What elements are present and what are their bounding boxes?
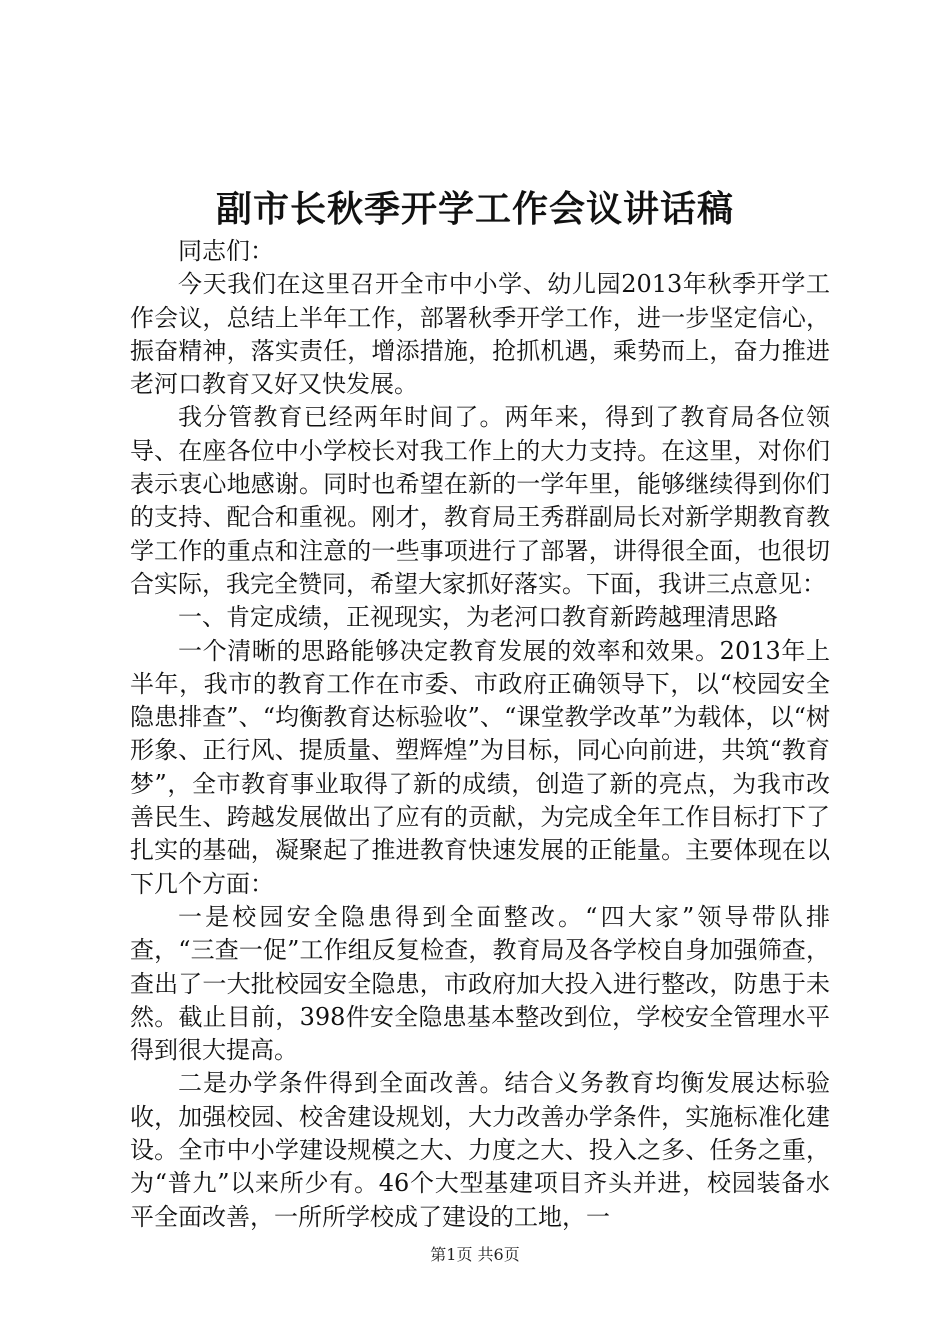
paragraph-thanks: 我分管教育已经两年时间了。两年来，得到了教育局各位领导、在座各位中小学校长对我工作上的大力支持。在这里，对你们表示衷心地感谢。同时也希望在新的一学年里，能够继续得到你们的支持、配合和重视。刚才，教育局王秀群副局长对新学期教育教学工作的重点和注意的一些事项进行了部署，讲得很全面，也很切合实际，我完全赞同，希望大家抓好落实。下面，我讲三点意见： — [130, 403, 830, 598]
paragraph-intro: 今天我们在这里召开全市中小学、幼儿园2013年秋季开学工作会议，总结上半年工作，部署秋季开学工作，进一步坚定信心，振奋精神，落实责任，增添措施，抢抓机遇，乘势而上，奋力推进老河口教育又好又快发展。 — [130, 270, 830, 399]
paragraph-safety: 一是校园安全隐患得到全面整改。“四大家”领导带队排查，“三查一促”工作组反复检查，教育局及各学校自身加强筛查，查出了一大批校园安全隐患，市政府加大投入进行整改，防患于未然。截止目前，398件安全隐患基本整改到位，学校安全管理水平得到很大提高。 — [130, 902, 830, 1065]
document-body — [130, 235, 830, 1234]
paragraph-achievements: 一个清晰的思路能够决定教育发展的效率和效果。2013年上半年，我市的教育工作在市委、市政府正确领导下，以“校园安全隐患排查”、“均衡教育达标验收”、“课堂教学改革”为载体，以“树形象、正行风、提质量、塑辉煌”为目标，同心向前进，共筑“教育梦”，全市教育事业取得了新的成绩，创造了新的亮点，为我市改善民生、跨越发展做出了应有的贡献，为完成全年工作目标打下了扎实的基础，凝聚起了推进教育快速发展的正能量。主要体现在以下几个方面： — [130, 636, 830, 898]
page-number: 第1页 共6页 — [430, 1245, 520, 1264]
paragraph-conditions: 二是办学条件得到全面改善。结合义务教育均衡发展达标验收，加强校园、校舍建设规划，大力改善办学条件，实施标准化建设。全市中小学建设规模之大、力度之大、投入之多、任务之重，为“普九”以来所少有。46个大型基建项目齐头并进，校园装备水平全面改善，一所所学校成了建设的工地，一 — [130, 1069, 830, 1231]
document-title: 副市长秋季开学工作会议讲话稿 — [215, 188, 734, 230]
section-heading: 一、肯定成绩，正视现实，为老河口教育新跨越理清思路 — [178, 603, 778, 632]
salutation: 同志们： — [178, 237, 274, 265]
